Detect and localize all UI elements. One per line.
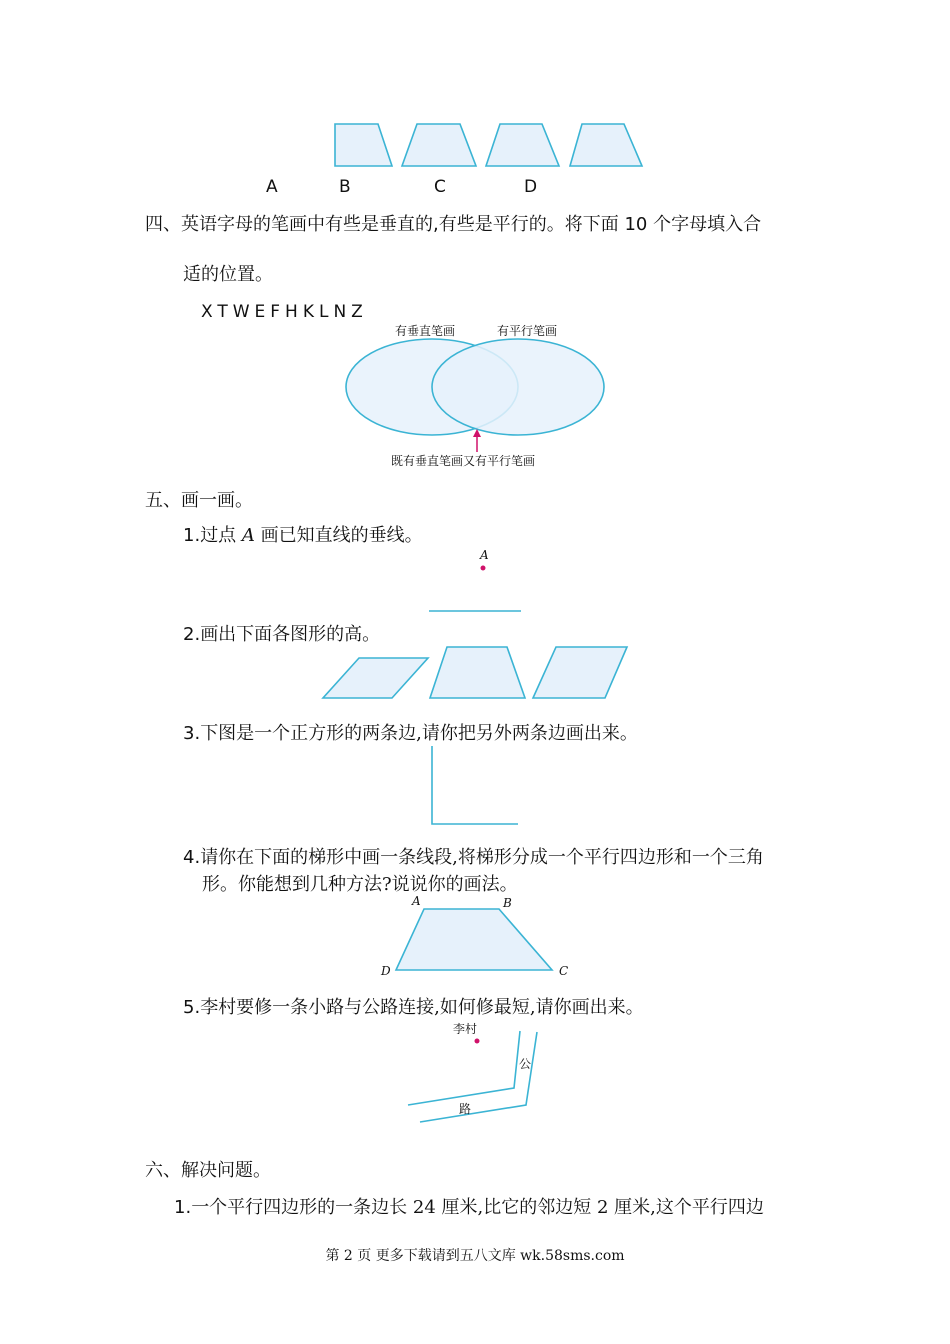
section5-title: 五、画一画。: [145, 490, 253, 511]
q3-text: 3.下图是一个正方形的两条边,请你把另外两条边画出来。: [183, 723, 638, 744]
venn-left-label: 有垂直笔画: [395, 324, 456, 338]
road-edge-inner: [420, 1032, 537, 1122]
page-footer: 第 2 页 更多下载请到五八文库 wk.58sms.com: [325, 1248, 625, 1264]
road-edge-outer: [408, 1031, 520, 1105]
village-dot: [475, 1039, 480, 1044]
venn-right-label: 有平行笔画: [497, 324, 558, 338]
section4-title: 四、英语字母的笔画中有些是垂直的,有些是平行的。将下面 10 个字母填入合: [145, 214, 762, 235]
q4-text: 4.请你在下面的梯形中画一条线段,将梯形分成一个平行四边形和一个三角: [183, 847, 764, 868]
letters-list: XTWEFHKLNZ: [201, 302, 368, 322]
point-a-label: A: [480, 548, 489, 562]
vertex-b-label: B: [503, 896, 512, 910]
q1-text: 1.过点 A 画已知直线的垂线。: [183, 525, 423, 546]
vertex-c-label: C: [559, 964, 569, 978]
venn-bottom-label: 既有垂直笔画又有平行笔画: [391, 454, 536, 468]
q4-text-cont: 形。你能想到几种方法?说说你的画法。: [202, 874, 518, 895]
section6-title: 六、解决问题。: [145, 1160, 271, 1181]
shape-label-a: A: [266, 177, 278, 197]
vertex-a-label: A: [412, 894, 421, 908]
section4-title-cont: 适的位置。: [183, 264, 273, 285]
section6-q1-text: 1.一个平行四边形的一条边长 24 厘米,比它的邻边短 2 厘米,这个平行四边: [174, 1197, 764, 1218]
q5-text: 5.李村要修一条小路与公路连接,如何修最短,请你画出来。: [183, 997, 644, 1018]
road-label-1: 公: [519, 1057, 532, 1071]
road-label-2: 路: [459, 1102, 472, 1116]
village-label: 李村: [453, 1022, 478, 1036]
shape-label-c: C: [434, 177, 446, 197]
q2-text: 2.画出下面各图形的高。: [183, 624, 381, 645]
shape-label-b: B: [339, 177, 351, 197]
vertex-d-label: D: [381, 964, 391, 978]
shape-label-d: D: [524, 177, 538, 197]
